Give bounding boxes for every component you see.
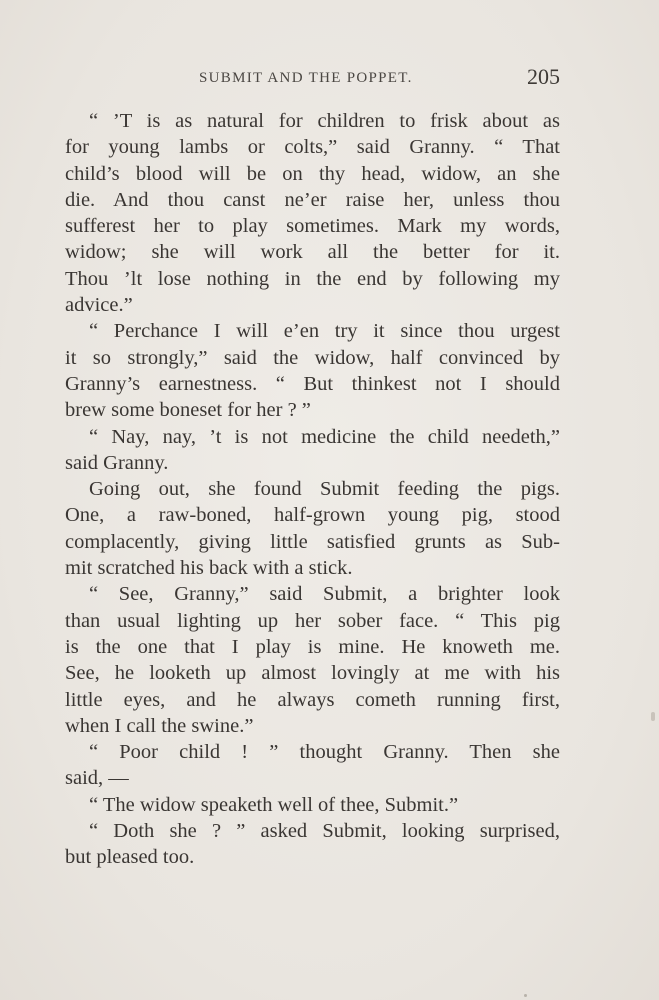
text-line: Granny’s earnestness. “ But thinkest not I should [65,372,560,395]
text-line: One, a raw-boned, half-grown young pig, stood [65,504,560,527]
text-line: “ Perchance I will e’en try it since thou urgest [89,320,560,343]
text-line: “ Doth she ? ” asked Submit, looking surprised, [89,820,560,843]
running-title: SUBMIT AND THE POPPET. [199,70,413,86]
text-line: for young lambs or colts,” said Granny. “ That [65,136,560,159]
text-line: Thou ’lt lose nothing in the end by following my [65,267,560,290]
text-line: is the one that I play is mine. He knoweth me. [65,635,560,658]
text-line: See, he looketh up almost lovingly at me with his [65,662,560,685]
text-line: it so strongly,” said the widow, half convinced by [65,346,560,369]
text-line: widow; she will work all the better for it. [65,241,560,264]
text-line: sufferest her to play sometimes. Mark my words, [65,215,560,238]
text-line: “ ’T is as natural for children to frisk about as [89,110,560,132]
text-line: “ See, Granny,” said Submit, a brighter look [89,583,560,606]
body-text [65,108,560,871]
text-line: “ Poor child ! ” thought Granny. Then she [89,741,560,764]
paper-speck [651,712,655,721]
text-line: said, — [65,767,129,790]
text-line: than usual lighting up her sober face. “ This pig [65,609,560,632]
text-line: child’s blood will be on thy head, widow, an she [65,162,560,185]
text-line: little eyes, and he always cometh running first, [65,688,560,711]
page-number: 205 [527,64,560,89]
text-line: “ Nay, nay, ’t is not medicine the child needeth,” [89,425,560,448]
paper-speck [524,994,527,997]
text-line: Going out, she found Submit feeding the pigs. [89,478,560,501]
text-line: mit scratched his back with a stick. [65,557,353,580]
text-line: but pleased too. [65,846,195,869]
text-line: brew some boneset for her ? ” [65,399,311,422]
text-line: complacently, giving little satisfied grunts as Sub- [65,530,560,553]
text-line: when I call the swine.” [65,714,254,737]
text-line: “ The widow speaketh well of thee, Submit.” [89,793,459,816]
text-line: die. And thou canst ne’er raise her, unless thou [65,188,560,211]
text-line: said Granny. [65,451,169,474]
page-header [65,64,560,96]
text-line: advice.” [65,294,133,317]
